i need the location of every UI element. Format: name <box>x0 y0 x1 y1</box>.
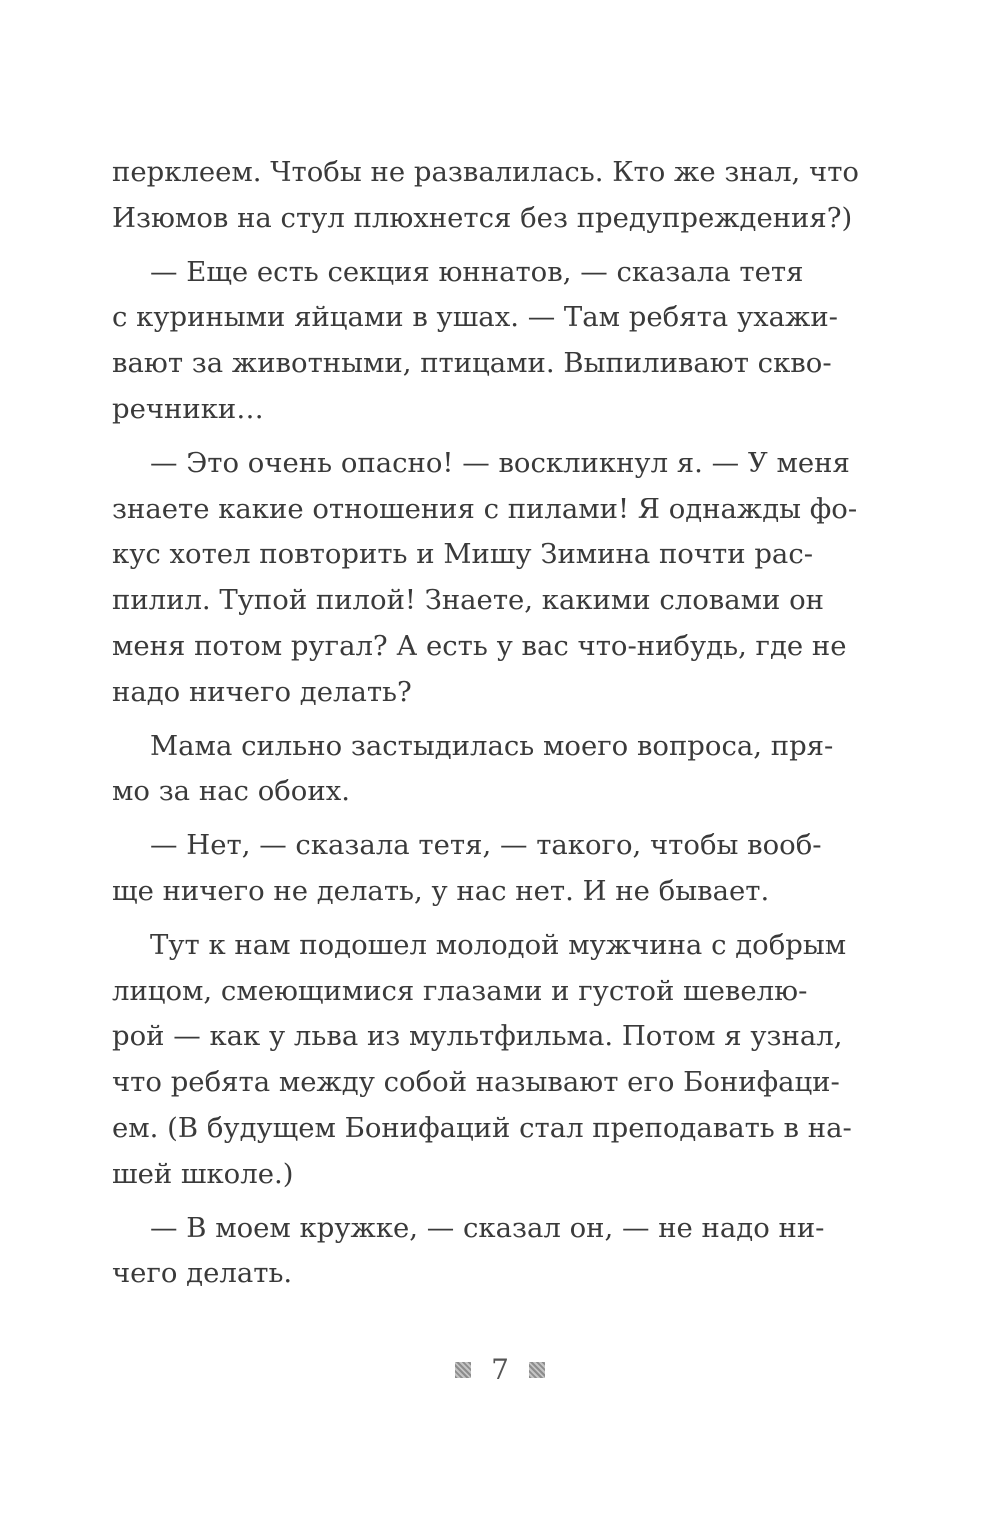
text-line: вают за животными, птицами. Выпиливают скво- <box>112 347 832 380</box>
text-line: пилил. Тупой пилой! Знаете, какими словами он <box>112 584 825 617</box>
text-line: меня потом ругал? А есть у вас что-нибудь, где не <box>112 629 847 662</box>
text-line: надо ничего делать? <box>112 675 412 708</box>
right-ornament-square-icon <box>529 1362 545 1378</box>
text-line: ще ничего не делать, у нас нет. И не бывает. <box>112 874 770 907</box>
text-line: знаете какие отношения с пилами! Я однажды фо- <box>112 492 858 525</box>
book-page-text <box>112 150 859 1297</box>
text-line: шей школе.) <box>112 1157 294 1190</box>
text-line: мо за нас обоих. <box>112 775 350 808</box>
page-footer <box>0 1353 1000 1386</box>
text-line: Изюмов на стул плюхнется без предупреждения?) <box>112 201 853 234</box>
text-line: что ребята между собой называют его Бонифаци- <box>112 1066 840 1099</box>
text-line: — Нет, — сказала тетя, — такого, чтобы вооб- <box>150 829 822 862</box>
text-line: Тут к нам подошел молодой мужчина с добрым <box>150 928 847 961</box>
text-line: — Еще есть секция юннатов, — сказала тетя <box>150 255 804 288</box>
text-line: лицом, смеющимися глазами и густой шевелю- <box>112 974 808 1007</box>
text-line: кус хотел повторить и Мишу Зимина почти рас- <box>112 538 814 571</box>
text-line: — В моем кружке, — сказал он, — не надо ни- <box>150 1211 825 1244</box>
text-line: речники… <box>112 392 264 425</box>
text-line: с куриными яйцами в ушах. — Там ребята ухажи- <box>112 301 838 334</box>
text-line: ем. (В будущем Бонифаций стал преподавать в на- <box>112 1111 852 1144</box>
text-line: перклеем. Чтобы не развалилась. Кто же знал, что <box>112 156 859 188</box>
left-ornament-square-icon <box>455 1362 471 1378</box>
text-line: чего делать. <box>112 1257 293 1290</box>
page-number: 7 <box>491 1353 509 1386</box>
text-line: Мама сильно застыдилась моего вопроса, пря- <box>150 729 834 762</box>
text-line: — Это очень опасно! — воскликнул я. — У меня <box>150 446 850 479</box>
text-line: рой — как у льва из мультфильма. Потом я узнал, <box>112 1020 843 1053</box>
